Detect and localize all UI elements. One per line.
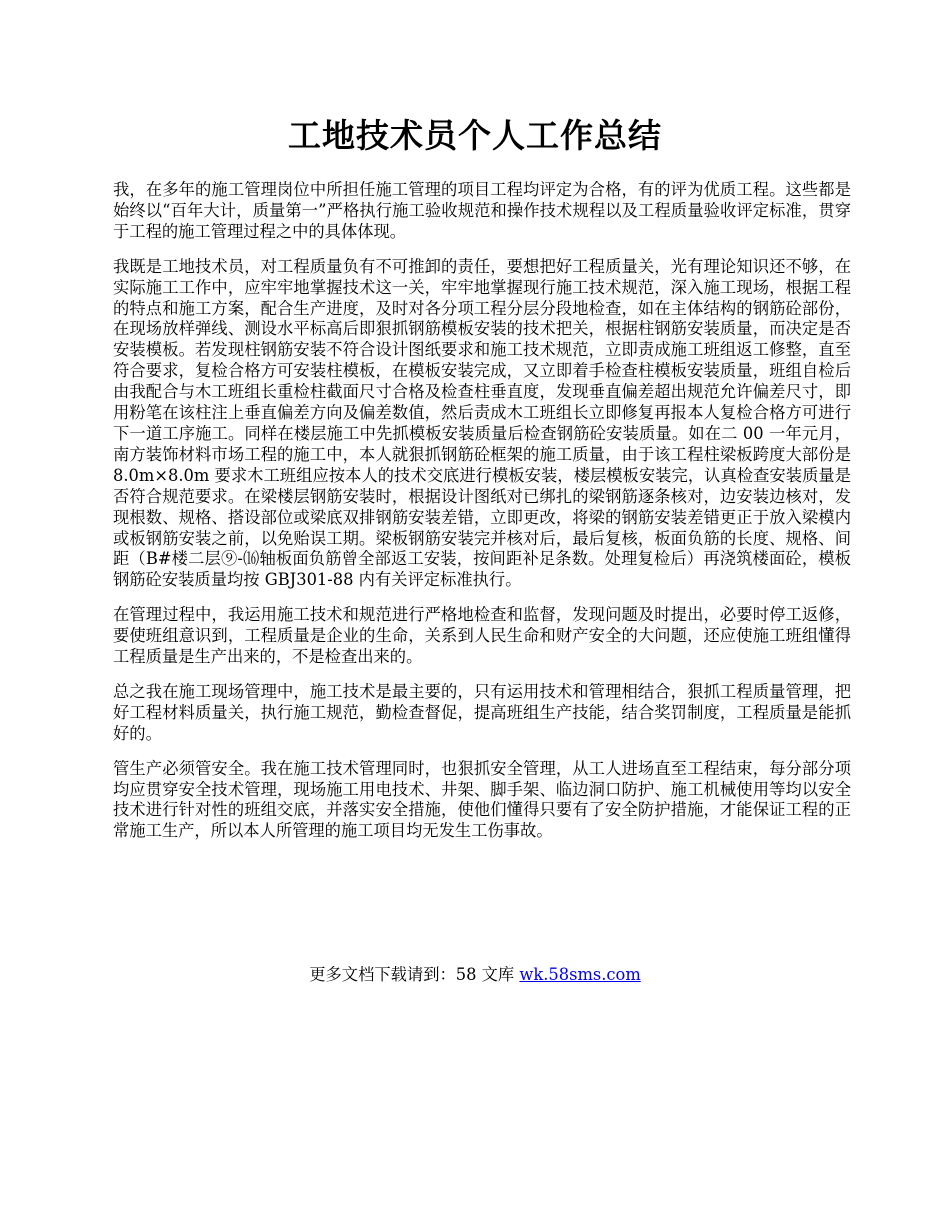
paragraph-intro: 我，在多年的施工管理岗位中所担任施工管理的项目工程均评定为合格，有的评为优质工程。这些都是始终以“百年大计，质量第一”严格执行施工验收规范和操作技术规程以及工程质量验收评定标准，贯穿于工程的施工管理过程之中的具体体现。 <box>113 180 851 241</box>
paragraph-technical-control: 我既是工地技术员，对工程质量负有不可推卸的责任，要想把好工程质量关，光有理论知识还不够，在实际施工工作中，应牢牢地掌握技术这一关，牢牢地掌握现行施工技术规范，深入施工现场，根据工程的特点和施工方案，配合生产进度，及时对各分项工程分层分段地检查，如在主体结构的钢筋砼部份，在现场放样弹线、测设水平标高后即狠抓钢筋模板安装的技术把关，根据柱钢筋安装质量，而决定是否安装模板。若发现柱钢筋安装不符合设计图纸要求和施工技术规范，立即责成施工班组返工修整，直至符合要求，复检合格方可安装柱模板，在模板安装完成，又立即着手检查柱模板安装质量，班组自检后由我配合与木工班组长重检柱截面尺寸合格及检查柱垂直度，发现垂直偏差超出规范允许偏差尺寸，即用粉笔在该柱注上垂直偏差方向及偏差数值，然后责成木工班组长立即修复再报本人复检合格方可进行下一道工序施工。同样在楼层施工中先抓模板安装质量后检查钢筋砼安装质量。如在二 00 一年元月，南方装饰材料市场工程的施工中，本人就狠抓钢筋砼框架的施工质量，由于该工程柱梁板跨度大部份是 8.0m×8.0m 要求木工班组应按本人的技术交底进行模板安装，楼层模板安装完，认真检查安装质量是否符合规范要求。在梁楼层钢筋安装时，根据设计图纸对已绑扎的梁钢筋逐条核对，边安装边核对，发现根数、规格、搭设部位或梁底双排钢筋安装差错，立即更改，将梁的钢筋安装差错更正于放入梁模内或板钢筋安装之前，以免贻误工期。梁板钢筋安装完并核对后，最后复核，板面负筋的长度、规格、间距（B#楼二层⑨-⒃轴板面负筋曾全部返工安装，按间距补足条数。处理复检后）再浇筑楼面砼，模板钢筋砼安装质量均按 GBJ301-88 内有关评定标准执行。 <box>113 256 851 590</box>
page-title: 工地技术员个人工作总结 <box>288 116 662 155</box>
document-body <box>113 180 851 856</box>
footer-text: 更多文档下载请到：58 文库 <box>309 965 520 984</box>
paragraph-safety: 管生产必须管安全。我在施工技术管理同时，也狠抓安全管理，从工人进场直至工程结束，每分部分项均应贯穿安全技术管理，现场施工用电技术、井架、脚手架、临边洞口防护、施工机械使用等均以安全技术进行针对性的班组交底，并落实安全措施，使他们懂得只要有了安全防护措施，才能保证工程的正常施工生产，所以本人所管理的施工项目均无发生工伤事故。 <box>113 758 851 841</box>
footer-link[interactable]: wk.58sms.com <box>519 965 641 984</box>
paragraph-summary: 总之我在施工现场管理中，施工技术是最主要的，只有运用技术和管理相结合，狠抓工程质量管理，把好工程材料质量关，执行施工规范，勤检查督促，提高班组生产技能，结合奖罚制度，工程质量是能抓好的。 <box>113 681 851 743</box>
footer <box>0 964 950 986</box>
paragraph-management-process: 在管理过程中，我运用施工技术和规范进行严格地检查和监督，发现问题及时提出，必要时停工返修，要使班组意识到，工程质量是企业的生命，关系到人民生命和财产安全的大问题，还应使施工班组懂得工程质量是生产出来的，不是检查出来的。 <box>113 605 851 667</box>
